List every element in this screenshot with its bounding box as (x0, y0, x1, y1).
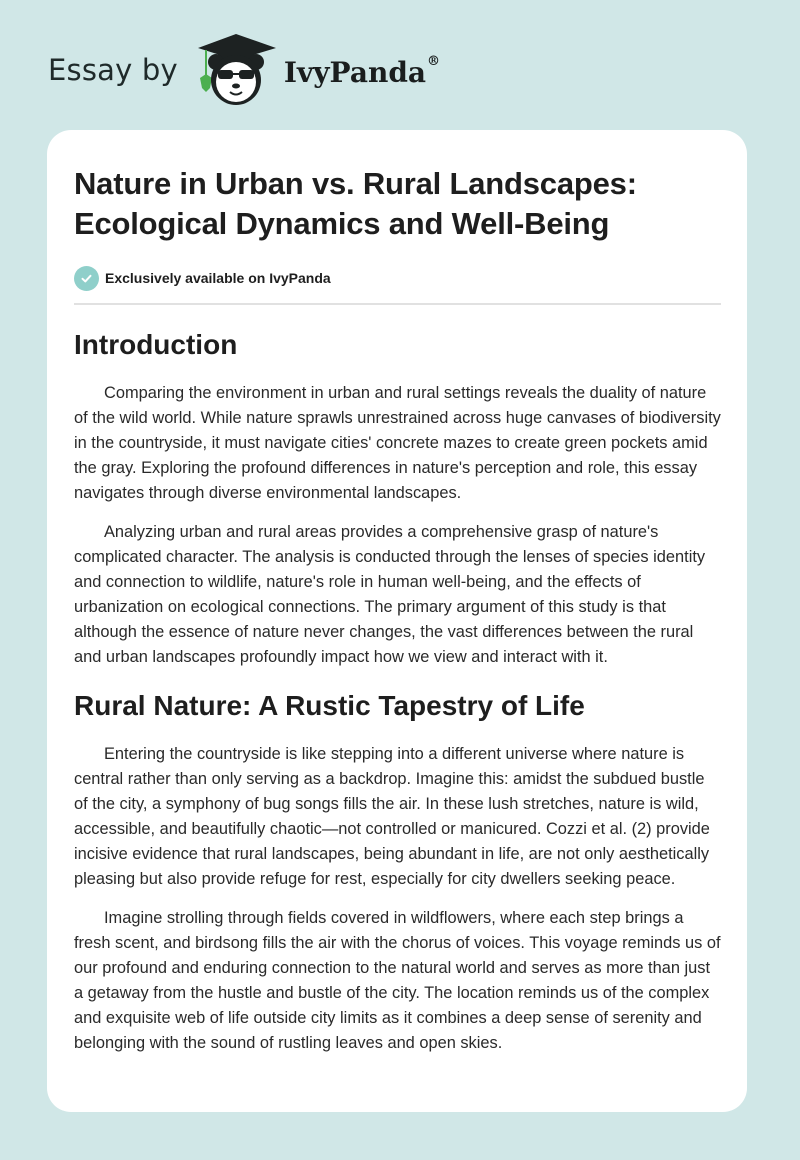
section-heading: Introduction (74, 329, 238, 360)
panda-graduate-logo-icon (192, 30, 280, 110)
site-header-brand[interactable] (48, 30, 440, 110)
check-circle-icon (74, 266, 99, 291)
paragraph: Entering the countryside is like stepping into a different universe where nature is central rather than only serving as a backdrop. Imagine this: amidst the subdued bustle of the city, a symphony of bug songs fills the air. In these lush stretches, nature is wild, accessible, and beautifully chaotic—not controlled or manicured. Cozzi et al. (2) provide incisive evidence that rural landscapes, being abundant in life, are not only aesthetically pleasing but also provide refuge for rest, especially for city dwellers seeking peace. (74, 745, 710, 888)
exclusive-badge (74, 265, 721, 291)
paragraph: Analyzing urban and rural areas provides a comprehensive grasp of nature's complicated character. The analysis is conducted through the lenses of species identity and connection to wildlife, nature's role in human well-being, and the effects of urbanization on ecological connections. The primary argument of this study is that although the essence of nature never changes, the vast differences between the rural and urban landscapes profoundly impact how we view and interact with it. (74, 523, 706, 666)
section-heading: Rural Nature: A Rustic Tapestry of Life (74, 690, 585, 721)
paragraph: Imagine strolling through fields covered in wildflowers, where each step brings a fresh scent, and birdsong fills the air with the chorus of voices. This voyage reminds us of our profound and enduring connection to the natural world and serves as more than just a getaway from the hustle and bustle of the city. The location reminds us of the complex and exquisite web of life outside city limits as it combines a deep sense of serenity and belonging with the sound of rustling leaves and open skies. (74, 909, 721, 1052)
brand-name: IvyPanda® (283, 54, 441, 89)
essay-title: Nature in Urban vs. Rural Landscapes: Ecological Dynamics and Well-Being (74, 166, 637, 241)
section-rural-nature (74, 688, 721, 1056)
section-introduction (74, 327, 721, 670)
essay-card (47, 130, 747, 1112)
paragraph: Comparing the environment in urban and rural settings reveals the duality of nature of the wild world. While nature sprawls unrestrained across huge canvases of biodiversity in the countryside, it must navigate cities' concrete mazes to create green pockets amid the gray. Exploring the profound differences in nature's perception and role, this essay navigates through diverse environmental landscapes. (74, 384, 721, 502)
essay-by-label: Essay by (48, 52, 178, 87)
registered-mark: ® (427, 54, 441, 69)
exclusive-label: Exclusively available on IvyPanda (105, 270, 331, 286)
title-divider (74, 303, 721, 305)
